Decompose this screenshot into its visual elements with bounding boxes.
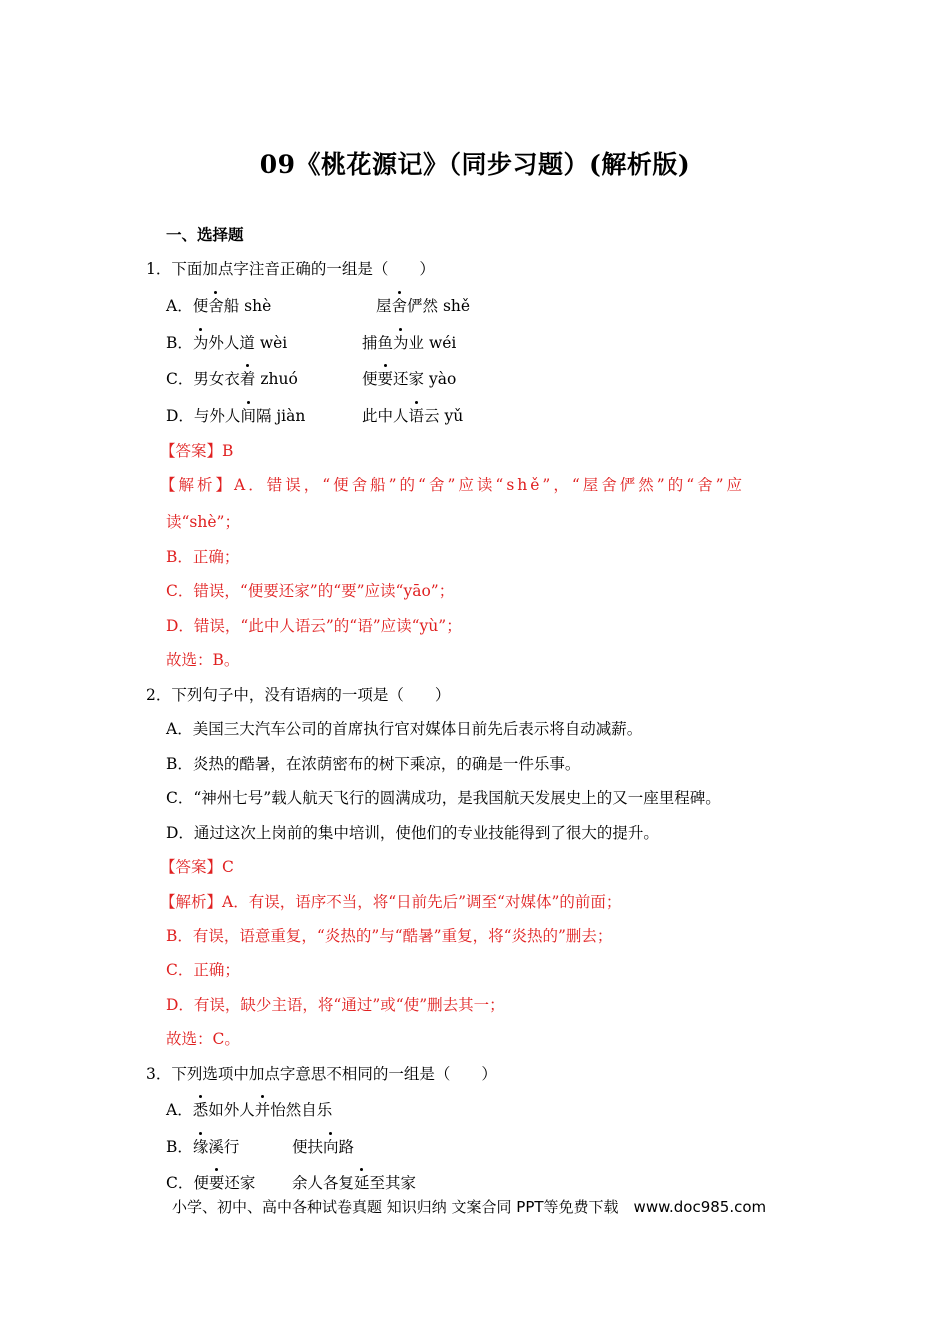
q1-option-a-right: 屋舍俨然 shě	[376, 297, 471, 315]
q1-answer: 【答案】B	[160, 442, 234, 460]
q1-option-b-left: B．为外人道 wèi	[166, 334, 288, 352]
q2-option-a: A．美国三大汽车公司的首席执行官对媒体日前先后表示将自动减薪。	[166, 720, 643, 738]
q1-analysis-line-6: 故选：B。	[166, 651, 240, 669]
q3-option-a: A．悉如外人并怡然自乐	[166, 1101, 333, 1119]
q2-analysis-line-1: 【解析】A．有误，语序不当，将“日前先后”调至“对媒体”的前面；	[160, 893, 622, 911]
q1-analysis-line-5: D．错误，“此中人语云”的“语”应读“yù”；	[166, 617, 462, 635]
q3-option-c-right: 余人各复延至其家	[292, 1174, 417, 1192]
q2-option-d: D．通过这次上岗前的集中培训，使他们的专业技能得到了很大的提升。	[166, 824, 659, 842]
section-heading: 一、选择题	[166, 225, 244, 244]
q3-option-c-left: C．便要还家	[166, 1174, 256, 1192]
q2-analysis-line-5: 故选：C。	[166, 1030, 240, 1048]
q2-analysis-line-2: B．有误，语意重复，“炎热的”与“酷暑”重复，将“炎热的”删去；	[166, 927, 613, 945]
q2-analysis-line-4: D．有误，缺少主语，将“通过”或“使”删去其一；	[166, 996, 505, 1014]
q3-stem: 3．下列选项中加点字意思不相同的一组是（ ）	[146, 1065, 497, 1083]
q2-option-b: B．炎热的酷暑，在浓荫密布的树下乘凉，的确是一件乐事。	[166, 755, 581, 773]
q1-analysis-line-1: 【解析】A．错误，“便舍船”的“舍”应读“shě”，“屋舍俨然”的“舍”应	[160, 476, 746, 494]
q2-stem: 2．下列句子中，没有语病的一项是（ ）	[146, 686, 451, 704]
q1-option-c-left: C．男女衣着 zhuó	[166, 370, 298, 388]
q1-stem: 1．下面加点字注音正确的一组是（ ）	[146, 260, 435, 278]
q1-analysis-line-3: B．正确；	[166, 548, 240, 566]
q1-option-d-left: D．与外人间隔 jiàn	[166, 407, 306, 425]
q1-option-d-right: 此中人语云 yǔ	[362, 407, 464, 425]
q2-analysis-line-3: C．正确；	[166, 961, 240, 979]
q2-answer: 【答案】C	[160, 858, 234, 876]
page-title: 09《桃花源记》（同步习题）(解析版)	[259, 150, 691, 179]
q1-analysis-line-4: C．错误，“便要还家”的“要”应读“yāo”；	[166, 582, 455, 600]
q1-option-b-right: 捕鱼为业 wéi	[362, 334, 457, 352]
q1-option-c-right: 便要还家 yào	[362, 370, 457, 388]
q1-analysis-line-2: 读“shè”；	[166, 513, 240, 531]
q2-option-c: C．“神州七号”载人航天飞行的圆满成功，是我国航天发展史上的又一座里程碑。	[166, 789, 721, 807]
page-footer: 小学、初中、高中各种试卷真题 知识归纳 文案合同 PPT等免费下载 www.doc985.com	[172, 1198, 767, 1216]
q3-option-b-left: B．缘溪行	[166, 1138, 240, 1156]
q3-option-b-right: 便扶向路	[292, 1138, 355, 1156]
q1-option-a-left: A．便舍船 shè	[166, 297, 272, 315]
